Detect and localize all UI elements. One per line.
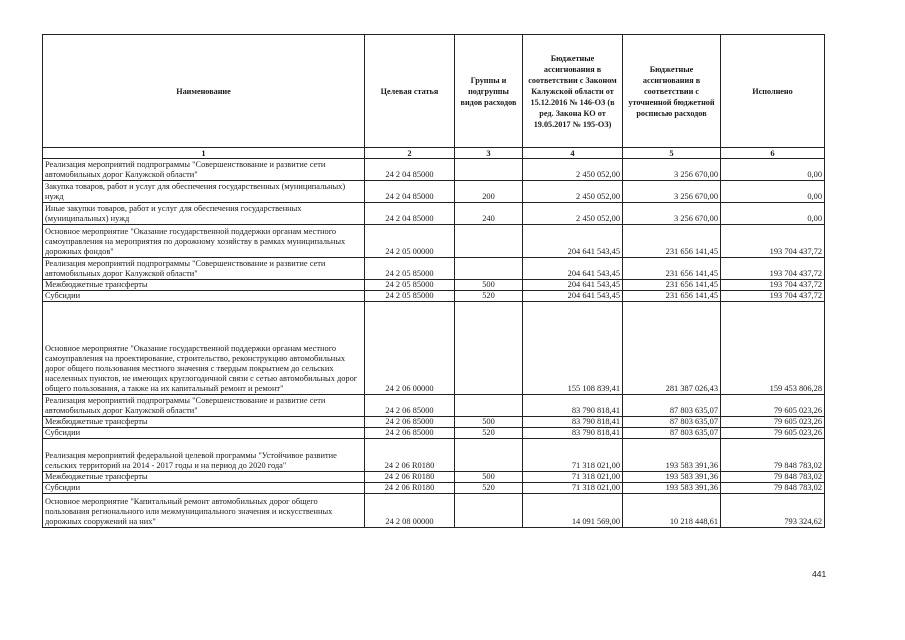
row-budget-refined: 231 656 141,45: [623, 258, 721, 280]
column-numbers-row: [43, 148, 825, 159]
row-budget-refined: 231 656 141,45: [623, 280, 721, 291]
row-name: Реализация мероприятий федеральной целевой программы "Устойчивое развитие сельских территорий на 2014 - 2017 годы и на период до 2020 года": [43, 439, 365, 472]
row-budget-refined: 193 583 391,36: [623, 483, 721, 494]
header-expense-groups: Группы и подгруппы видов расходов: [455, 35, 523, 148]
row-budget-refined: 193 583 391,36: [623, 472, 721, 483]
row-expense-group: 500: [455, 472, 523, 483]
table-row: [43, 203, 825, 225]
row-target-article: 24 2 05 85000: [365, 258, 455, 280]
table-row: [43, 302, 825, 395]
table-row: [43, 291, 825, 302]
row-target-article: 24 2 05 85000: [365, 280, 455, 291]
column-number: 3: [455, 148, 523, 159]
row-expense-group: [455, 159, 523, 181]
row-name: Реализация мероприятий подпрограммы "Совершенствование и развитие сети автомобильных дорог Калужской области": [43, 395, 365, 417]
row-budget-law: 204 641 543,45: [523, 291, 623, 302]
row-executed: 79 605 023,26: [721, 417, 825, 428]
header-name: Наименование: [43, 35, 365, 148]
header-target-article: Целевая статья: [365, 35, 455, 148]
row-name: Основное мероприятие "Оказание государственной поддержки органам местного самоуправления на проектирование, строительство, реконструкцию автомобильных дорог общего пользования местного значения с твердым покрытием до сельских населенных пунктов, не имеющих круглогодичной связи с сетью автомобильных дорог общего пользования, а также на их капитальный ремонт и ремонт": [43, 302, 365, 395]
row-expense-group: [455, 494, 523, 528]
budget-table-sheet: [42, 34, 825, 528]
budget-table: [42, 34, 825, 528]
table-row: [43, 428, 825, 439]
table-row: [43, 472, 825, 483]
row-expense-group: 520: [455, 483, 523, 494]
row-executed: 193 704 437,72: [721, 291, 825, 302]
row-name: Реализация мероприятий подпрограммы "Совершенствование и развитие сети автомобильных дорог Калужской области": [43, 159, 365, 181]
row-executed: 79 848 783,02: [721, 472, 825, 483]
row-budget-refined: 231 656 141,45: [623, 225, 721, 258]
row-name: Межбюджетные трансферты: [43, 472, 365, 483]
row-expense-group: 500: [455, 280, 523, 291]
row-budget-law: 83 790 818,41: [523, 417, 623, 428]
row-target-article: 24 2 06 85000: [365, 417, 455, 428]
row-name: Закупка товаров, работ и услуг для обеспечения государственных (муниципальных) нужд: [43, 181, 365, 203]
column-number: 4: [523, 148, 623, 159]
row-budget-refined: 193 583 391,36: [623, 439, 721, 472]
row-expense-group: [455, 258, 523, 280]
row-budget-law: 155 108 839,41: [523, 302, 623, 395]
row-expense-group: 500: [455, 417, 523, 428]
row-budget-law: 71 318 021,00: [523, 483, 623, 494]
row-target-article: 24 2 04 85000: [365, 181, 455, 203]
row-expense-group: 520: [455, 428, 523, 439]
row-target-article: 24 2 04 85000: [365, 159, 455, 181]
row-expense-group: 240: [455, 203, 523, 225]
header-row: [43, 35, 825, 148]
row-budget-law: 204 641 543,45: [523, 258, 623, 280]
table-body: [43, 159, 825, 528]
row-target-article: 24 2 06 85000: [365, 428, 455, 439]
table-row: [43, 395, 825, 417]
row-executed: 0,00: [721, 159, 825, 181]
row-executed: 193 704 437,72: [721, 280, 825, 291]
row-name: Реализация мероприятий подпрограммы "Совершенствование и развитие сети автомобильных дорог Калужской области": [43, 258, 365, 280]
row-executed: 159 453 806,28: [721, 302, 825, 395]
row-expense-group: [455, 395, 523, 417]
row-expense-group: [455, 439, 523, 472]
column-number: 2: [365, 148, 455, 159]
column-number: 1: [43, 148, 365, 159]
row-executed: 793 324,62: [721, 494, 825, 528]
column-number: 5: [623, 148, 721, 159]
row-target-article: 24 2 06 R0180: [365, 472, 455, 483]
row-target-article: 24 2 05 00000: [365, 225, 455, 258]
row-budget-refined: 3 256 670,00: [623, 159, 721, 181]
row-budget-refined: 281 387 026,43: [623, 302, 721, 395]
row-budget-law: 14 091 569,00: [523, 494, 623, 528]
row-name: Основное мероприятие "Оказание государственной поддержки органам местного самоуправления на мероприятия по дорожному хозяйству в рамках муниципальных дорожных фондов": [43, 225, 365, 258]
row-budget-refined: 231 656 141,45: [623, 291, 721, 302]
row-budget-law: 2 450 052,00: [523, 203, 623, 225]
row-executed: 193 704 437,72: [721, 225, 825, 258]
table-row: [43, 159, 825, 181]
row-budget-law: 2 450 052,00: [523, 181, 623, 203]
row-target-article: 24 2 06 85000: [365, 395, 455, 417]
row-budget-law: 83 790 818,41: [523, 395, 623, 417]
row-budget-law: 204 641 543,45: [523, 225, 623, 258]
header-budget-refined: Бюджетные ассигнования в соответствии с уточненной бюджетной росписью расходов: [623, 35, 721, 148]
table-row: [43, 181, 825, 203]
table-row: [43, 417, 825, 428]
row-target-article: 24 2 08 00000: [365, 494, 455, 528]
row-budget-refined: 87 803 635,07: [623, 428, 721, 439]
table-row: [43, 280, 825, 291]
row-name: Субсидии: [43, 291, 365, 302]
row-name: Субсидии: [43, 483, 365, 494]
row-executed: 79 848 783,02: [721, 483, 825, 494]
row-executed: 79 605 023,26: [721, 428, 825, 439]
row-budget-law: 204 641 543,45: [523, 280, 623, 291]
row-budget-refined: 3 256 670,00: [623, 203, 721, 225]
row-target-article: 24 2 05 85000: [365, 291, 455, 302]
row-expense-group: 200: [455, 181, 523, 203]
table-row: [43, 494, 825, 528]
row-target-article: 24 2 06 R0180: [365, 439, 455, 472]
row-name: Межбюджетные трансферты: [43, 280, 365, 291]
page-number: 441: [812, 569, 827, 579]
row-budget-refined: 87 803 635,07: [623, 417, 721, 428]
row-executed: 79 605 023,26: [721, 395, 825, 417]
row-budget-law: 71 318 021,00: [523, 472, 623, 483]
row-budget-law: 83 790 818,41: [523, 428, 623, 439]
row-budget-refined: 87 803 635,07: [623, 395, 721, 417]
row-executed: 79 848 783,02: [721, 439, 825, 472]
column-number: 6: [721, 148, 825, 159]
row-name: Иные закупки товаров, работ и услуг для обеспечения государственных (муниципальных) нужд: [43, 203, 365, 225]
row-budget-refined: 10 218 448,61: [623, 494, 721, 528]
row-name: Субсидии: [43, 428, 365, 439]
row-budget-law: 71 318 021,00: [523, 439, 623, 472]
table-row: [43, 225, 825, 258]
row-executed: 193 704 437,72: [721, 258, 825, 280]
header-budget-law: Бюджетные ассигнования в соответствии с Законом Калужской области от 15.12.2016 № 146-ОЗ (в ред. Закона КО от 19.05.2017 № 195-ОЗ): [523, 35, 623, 148]
table-row: [43, 258, 825, 280]
row-expense-group: [455, 225, 523, 258]
row-expense-group: 520: [455, 291, 523, 302]
row-executed: 0,00: [721, 181, 825, 203]
table-row: [43, 439, 825, 472]
row-budget-law: 2 450 052,00: [523, 159, 623, 181]
row-budget-refined: 3 256 670,00: [623, 181, 721, 203]
row-expense-group: [455, 302, 523, 395]
row-name: Основное мероприятие "Капитальный ремонт автомобильных дорог общего пользования регионального или межмуниципального значения и искусственных дорожных сооружений на них": [43, 494, 365, 528]
row-target-article: 24 2 04 85000: [365, 203, 455, 225]
table-row: [43, 483, 825, 494]
row-name: Межбюджетные трансферты: [43, 417, 365, 428]
header-executed: Исполнено: [721, 35, 825, 148]
row-target-article: 24 2 06 R0180: [365, 483, 455, 494]
row-executed: 0,00: [721, 203, 825, 225]
row-target-article: 24 2 06 00000: [365, 302, 455, 395]
